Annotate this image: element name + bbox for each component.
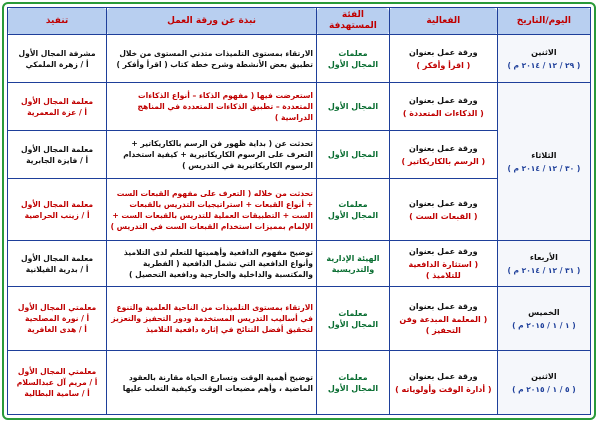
table-row [8,287,591,351]
day-name: الاثنين [531,371,557,381]
table-row [8,351,591,415]
executor-name: أ / زينب الحراصية [24,210,90,220]
audience-cell [317,179,390,241]
execution-cell [8,179,107,241]
schedule-frame [2,2,596,420]
day-date: ( ١ / ١ / ٢٠١٥ م ) [512,320,576,330]
activity-subtitle: ( الرسم بالكاريكاتير ) [401,156,486,166]
execution-cell [8,241,107,287]
day-name: الخميس [528,307,560,317]
summary-cell: استعرضت فيها ( مفهوم الذكاء – أنواع الذكاءات المتعددة – تطبيق الذكاءات المتعددة في المناهج الدراسية ) [107,83,317,131]
audience-line: معلمات [338,199,368,209]
audience-line: معلمات [338,372,368,382]
activity-cell [389,131,497,179]
executor-name: أ / نورة المصلحية [25,314,90,323]
activity-subtitle: ( المعلمة المبدعة وفن التحفيز ) [399,315,488,335]
activity-title: ورقة عمل بعنوان [409,371,478,381]
header-audience: الفئة المستهدفة [317,8,390,35]
audience-line: الهيئة الإدارية [326,253,380,263]
executor-name: أ / عزة المعمرية [27,107,87,117]
audience-line: معلمات [338,48,368,58]
executor-role: معلمتي المجال الأول [17,303,97,312]
day-name: الأربعاء [529,252,558,262]
date-cell [497,35,590,83]
header-summary: نبذة عن ورقة العمل [107,8,317,35]
table-row [8,35,591,83]
summary-cell: الارتقاء بمستوى التلميذات من الناحية العلمية والتنوع في أساليب التدريس المستخدمة ودور التحفيز والتعزيز لتحقيق أفضل النتائج في إثارة دافعية التلاميذ [107,287,317,351]
audience-cell [317,83,390,131]
audience-line: معلمات [338,308,368,318]
executor-role: مشرفة المجال الأول [18,48,96,58]
activity-title: ورقة عمل بعنوان [409,95,478,105]
execution-cell [8,351,107,415]
executor-role: معلمتي المجال الأول [17,367,97,376]
day-date: ( ٣٠ / ١٢ / ٢٠١٤ م ) [507,163,581,173]
activity-cell [389,35,497,83]
workshops-table [7,7,591,415]
activity-subtitle: ( أدارة الوقت وأولوياته ) [395,384,492,394]
date-cell [497,351,590,415]
executor-role: معلمة المجال الأول [21,96,94,106]
day-date: ( ٢٩ / ١٢ / ٢٠١٤ م ) [507,60,581,70]
audience-line: المجال الأول [327,102,379,111]
header-execution: تنفيذ [8,8,107,35]
executor-role: معلمة المجال الأول [21,144,94,154]
audience-cell [317,35,390,83]
audience-cell [317,287,390,351]
table-row [8,241,591,287]
activity-cell [389,287,497,351]
executor-role: معلمة المجال الأول [21,253,94,263]
header-date: اليوم/التاريخ [497,8,590,35]
day-date: ( ٥ / ١ / ٢٠١٥ م ) [512,384,576,394]
activity-subtitle: ( اقرأ وأفكر ) [416,60,471,70]
activity-cell [389,83,497,131]
audience-cell [317,131,390,179]
header-activity: الفعالية [389,8,497,35]
day-date: ( ٣١ / ١٢ / ٢٠١٤ م ) [507,265,581,275]
header-row [8,8,591,35]
activity-title: ورقة عمل بعنوان [409,198,478,208]
activity-subtitle: ( القبعات الست ) [409,211,478,221]
activity-subtitle: ( الذكاءات المتعددة ) [402,108,484,118]
execution-cell [8,83,107,131]
audience-line: المجال الأول [327,210,379,220]
summary-cell: توضيح مفهوم الدافعية وأهميتها للتعلم لدى التلاميذ وأنواع الدافعية التي تشمل الدافعية ( الفطرية والمكتسبة والداخلية والخارجية ودافعية التحصيل ) [107,241,317,287]
executor-name: أ / فايزة الجابرية [26,155,89,165]
execution-cell [8,131,107,179]
activity-title: ورقة عمل بعنوان [409,143,478,153]
audience-line: المجال الأول [327,59,379,69]
audience-line: المجال الأول [327,150,379,159]
executor-name: أ / بدرية الفيلانية [25,264,89,274]
activity-title: ورقة عمل بعنوان [409,247,478,256]
table-row [8,83,591,131]
activity-title: ورقة عمل بعنوان [409,302,478,311]
date-cell [497,241,590,287]
activity-title: ورقة عمل بعنوان [409,47,478,57]
summary-cell: الارتقاء بمستوى التلميذات متدني المستوى من خلال تطبيق بعض الأنشطة وشرح خطة كتاب ( اقرأ وأفكر ) [107,35,317,83]
activity-cell [389,179,497,241]
executor-name: أ / مريم آل عبدالسلام [16,378,98,387]
audience-line: المجال الأول [327,383,379,393]
executor-name: أ / زهرة الملمكي [25,59,89,69]
activity-subtitle: ( استثارة الدافعية للتلاميذ ) [408,260,479,280]
summary-cell: تحدثت من خلاله ( التعرف على مفهوم القبعات الست + أنواع القبعات + استراتيجيات التدريس بالقبعات الست + التطبيقات العملية للتدريس بالقبعات الست + الإلمام بمميزات استخدام القبعات الست في التدريس ) [107,179,317,241]
execution-cell [8,35,107,83]
audience-line: المجال الأول [327,319,379,329]
day-name: الثلاثاء [531,150,557,160]
date-cell [497,287,590,351]
date-cell [497,83,590,241]
activity-cell [389,241,497,287]
executor-name: أ / هدى الغافرية [27,325,87,334]
summary-cell: تحدثت عن ( بداية ظهور فن الرسم بالكاريكاتير + التعرف على الرسوم الكاريكاتيرية + كيفية استخدام الرسوم الكاريكاتيرية في التدريس ) [107,131,317,179]
executor-role: معلمة المجال الأول [21,199,94,209]
activity-cell [389,351,497,415]
audience-line: والتدريسية [331,264,375,274]
executor-name: أ / سامية البطالية [24,389,90,398]
audience-cell [317,241,390,287]
execution-cell [8,287,107,351]
audience-cell [317,351,390,415]
summary-cell: توضيح أهمية الوقت وتسارع الحياة مقارنة بالعقود الماضية ، وأهم مضيعات الوقت وكيفية التغلب عليها [107,351,317,415]
day-name: الاثنين [531,47,557,57]
